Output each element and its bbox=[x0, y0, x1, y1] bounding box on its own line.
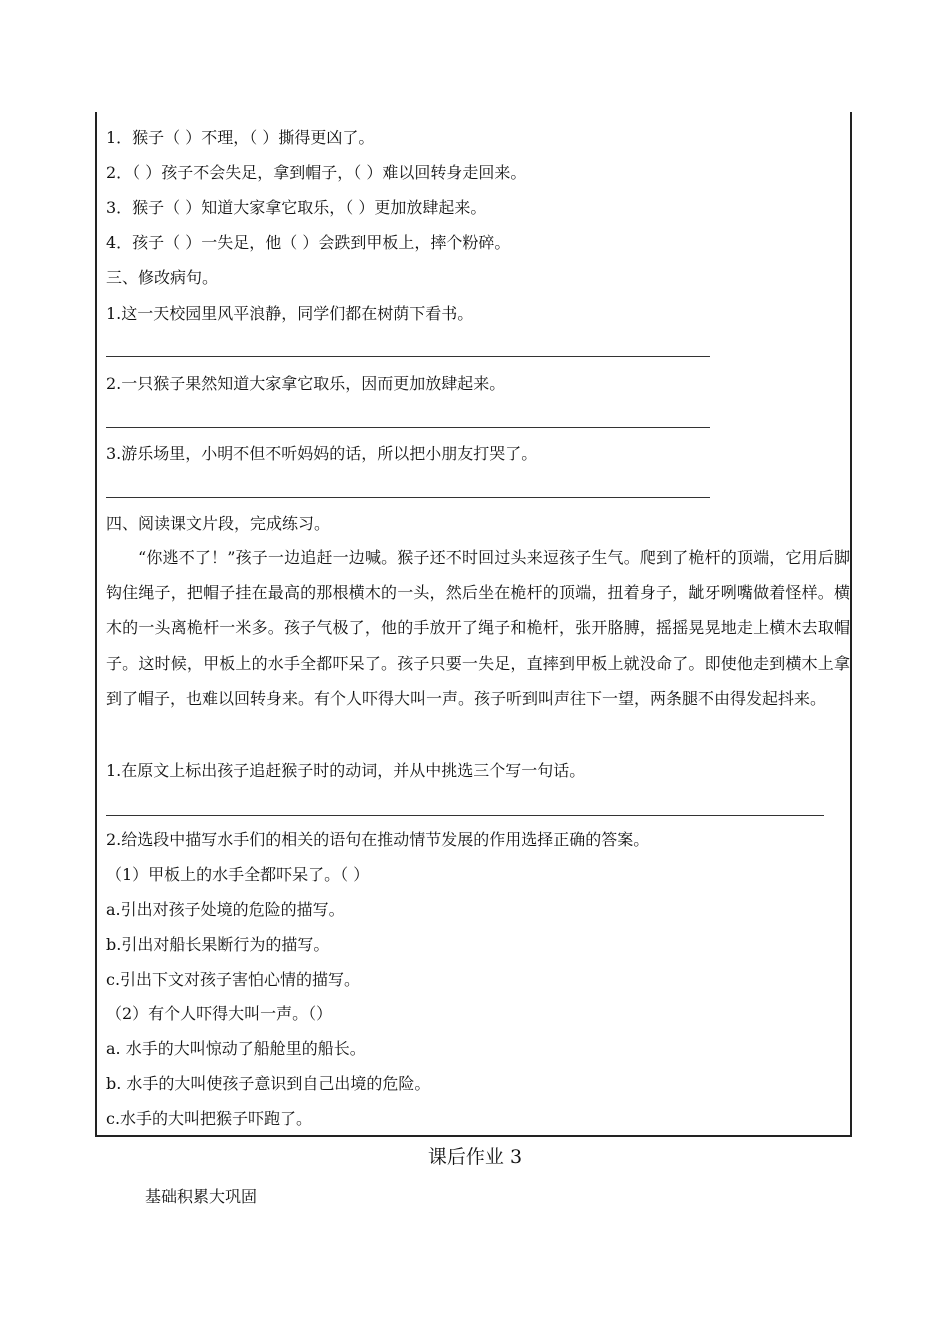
sub-question-1: （1）甲板上的水手全都吓呆了。（ ） bbox=[106, 865, 370, 884]
page-title: 课后作业 3 bbox=[427, 1146, 523, 1168]
answer-line-3 bbox=[106, 497, 710, 498]
sentence-3: 3.游乐场里，小明不但不听妈妈的话，所以把小朋友打哭了。 bbox=[106, 444, 538, 463]
sentence-1: 1.这一天校园里风平浪静，同学们都在树荫下看书。 bbox=[106, 304, 474, 323]
fill-item-1: 1．猴子（ ）不理，（ ）撕得更凶了。 bbox=[106, 128, 375, 147]
option-1b: b.引出对船长果断行为的描写。 bbox=[106, 935, 330, 954]
answer-line-4 bbox=[106, 815, 824, 816]
section-4-heading: 四、阅读课文片段，完成练习。 bbox=[106, 514, 331, 533]
sub-question-2: （2）有个人吓得大叫一声。（） bbox=[106, 1004, 333, 1023]
question-1: 1.在原文上标出孩子追赶猴子时的动词，并从中挑选三个写一句话。 bbox=[106, 761, 586, 780]
option-1c: c.引出下文对孩子害怕心情的描写。 bbox=[106, 970, 361, 989]
reading-passage: “你逃不了！”孩子一边追赶一边喊。猴子还不时回过头来逗孩子生气。爬到了桅杆的顶端，它用后脚钩住绳子，把帽子挂在最高的那根横木的一头，然后坐在桅杆的顶端，扭着身子，龇牙咧嘴做着怪样。横木的一头离桅杆一米多。孩子气极了，他的手放开了绳子和桅杆，张开胳膊，摇摇晃晃地走上横木去取帽子。这时候，甲板上的水手全都吓呆了。孩子只要一失足，直摔到甲板上就没命了。即使他走到横木上拿到了帽子，也难以回转身来。有个人吓得大叫一声。孩子听到叫声往下一望，两条腿不由得发起抖来。 bbox=[106, 548, 850, 708]
option-1a: a.引出对孩子处境的危险的描写。 bbox=[106, 900, 345, 919]
fill-item-3: 3．猴子（ ）知道大家拿它取乐，（ ）更加放肆起来。 bbox=[106, 198, 487, 217]
answer-line-2 bbox=[106, 427, 710, 428]
fill-item-2: 2．（ ）孩子不会失足，拿到帽子，（ ）难以回转身走回来。 bbox=[106, 163, 527, 182]
fill-item-4: 4．孩子（ ）一失足，他（ ）会跌到甲板上，摔个粉碎。 bbox=[106, 233, 511, 252]
option-2b: b. 水手的大叫使孩子意识到自己出境的危险。 bbox=[106, 1074, 431, 1093]
question-2: 2.给选段中描写水手们的相关的语句在推动情节发展的作用选择正确的答案。 bbox=[106, 830, 650, 849]
sentence-2: 2.一只猴子果然知道大家拿它取乐，因而更加放肆起来。 bbox=[106, 374, 506, 393]
section-3-heading: 三、修改病句。 bbox=[106, 268, 219, 287]
option-2a: a. 水手的大叫惊动了船舱里的船长。 bbox=[106, 1039, 366, 1058]
section-subtitle: 基础积累大巩固 bbox=[145, 1187, 258, 1206]
answer-line-1 bbox=[106, 356, 710, 357]
option-2c: c.水手的大叫把猴子吓跑了。 bbox=[106, 1109, 313, 1128]
